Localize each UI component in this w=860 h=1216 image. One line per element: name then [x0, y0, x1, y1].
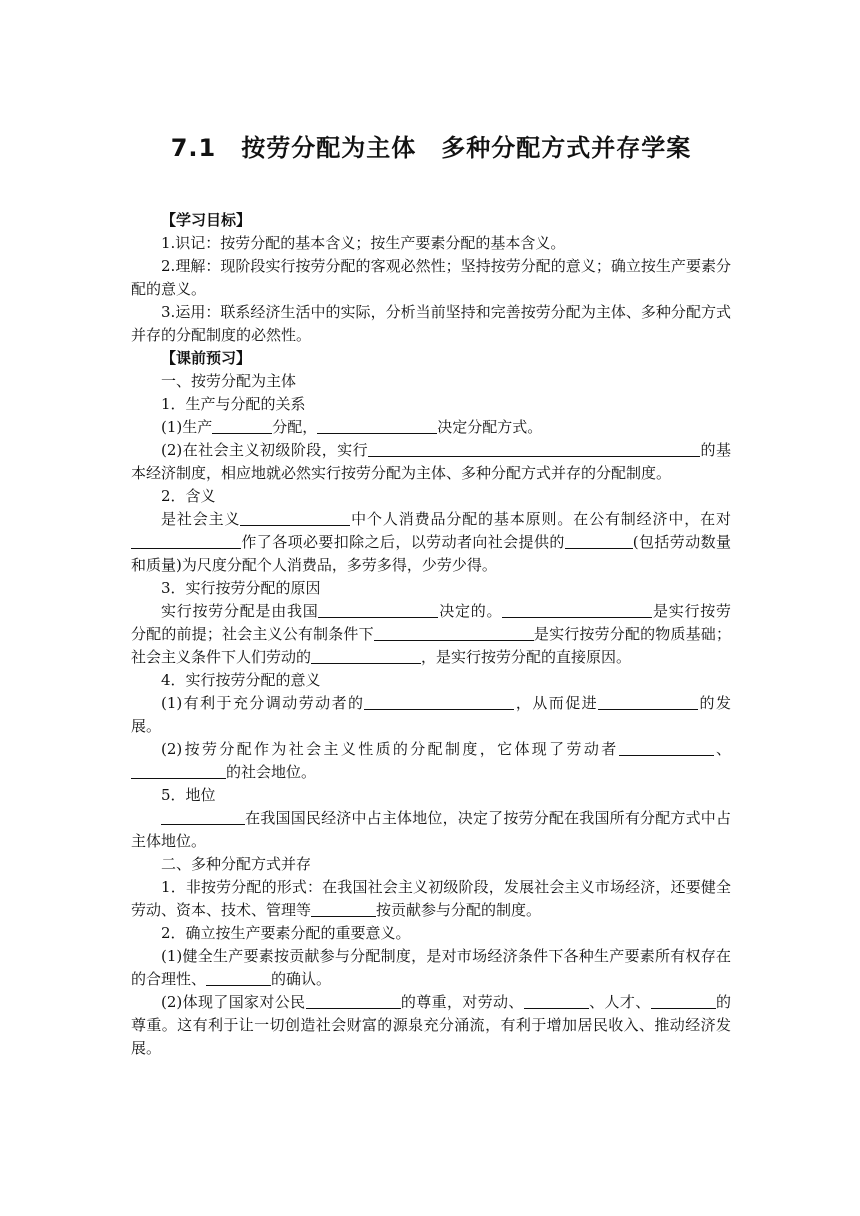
goal-item: 1.识记：按劳分配的基本含义；按生产要素分配的基本含义。	[161, 234, 566, 252]
preview-heading: 【课前预习】	[161, 349, 252, 367]
paragraph: 在我国国民经济中占主体地位，决定了按劳分配在我国所有分配方式中占主体地位。	[131, 809, 731, 850]
paragraph: 实行按劳分配是由我国 决定的。 是实行按劳分配的前提；社会主义公有制条件下 是实行按劳分配的物质基础；社会主义条件下人们劳动的 ，是实行按劳分配的直接原因。	[131, 602, 731, 666]
subsection-title: 4．实行按劳分配的意义	[161, 671, 321, 689]
goal-item: 2.理解：现阶段实行按劳分配的客观必然性；坚持按劳分配的意义；确立按生产要素分配的意义。	[131, 257, 731, 298]
answer-blank[interactable]	[364, 693, 514, 710]
answer-blank[interactable]	[374, 624, 534, 641]
goals-heading: 【学习目标】	[161, 211, 252, 229]
answer-blank[interactable]	[598, 693, 698, 710]
answer-blank[interactable]	[240, 509, 350, 526]
answer-blank[interactable]	[306, 992, 401, 1009]
answer-blank[interactable]	[212, 417, 272, 434]
answer-blank[interactable]	[131, 762, 226, 779]
subsection-title: 1．生产与分配的关系	[161, 395, 306, 413]
answer-blank[interactable]	[524, 992, 589, 1009]
subsection-title: 2．确立按生产要素分配的重要意义。	[161, 924, 411, 942]
answer-blank[interactable]	[161, 808, 245, 825]
document-page	[131, 128, 731, 1060]
answer-blank[interactable]	[206, 969, 271, 986]
paragraph: (1)生产 分配， 决定分配方式。	[161, 418, 543, 436]
answer-blank[interactable]	[368, 440, 700, 457]
answer-blank[interactable]	[318, 601, 438, 618]
part1-heading: 一、按劳分配为主体	[161, 372, 297, 390]
paragraph: 1．非按劳分配的形式：在我国社会主义初级阶段，发展社会主义市场经济，还要健全劳动、资本、技术、管理等 按贡献参与分配的制度。	[131, 878, 731, 919]
subsection-title: 3．实行按劳分配的原因	[161, 579, 321, 597]
paragraph: (2)体现了国家对公民 的尊重，对劳动、 、人才、 的尊重。这有利于让一切创造社会财富的源泉充分涌流，有利于增加居民收入、推动经济发展。	[131, 993, 731, 1057]
answer-blank[interactable]	[619, 739, 714, 756]
subsection-title: 5．地位	[161, 786, 216, 804]
paragraph: (1)健全生产要素按贡献参与分配制度，是对市场经济条件下各种生产要素所有权存在的合理性、 的确认。	[131, 947, 731, 988]
answer-blank[interactable]	[651, 992, 716, 1009]
answer-blank[interactable]	[502, 601, 652, 618]
paragraph: (2)按劳分配作为社会主义性质的分配制度，它体现了劳动者 、的社会地位。	[131, 738, 731, 784]
answer-blank[interactable]	[565, 532, 633, 549]
answer-blank[interactable]	[131, 532, 241, 549]
answer-blank[interactable]	[311, 900, 376, 917]
paragraph: (1)有利于充分调动劳动者的 ，从而促进 的发展。	[131, 694, 731, 735]
goal-item: 3.运用：联系经济生活中的实际，分析当前坚持和完善按劳分配为主体、多种分配方式并存的分配制度的必然性。	[131, 303, 731, 344]
part2-heading: 二、多种分配方式并存	[161, 855, 312, 873]
paragraph: 是社会主义 中个人消费品分配的基本原则。在公有制经济中，在对作了各项必要扣除之后，以劳动者向社会提供的 (包括劳动数量和质量)为尺度分配个人消费品，多劳多得，少劳少得。	[131, 510, 731, 574]
subsection-title: 2．含义	[161, 487, 216, 505]
answer-blank[interactable]	[311, 647, 421, 664]
page-title: 7.1 按劳分配为主体 多种分配方式并存学案	[170, 134, 692, 162]
paragraph: (2)在社会主义初级阶段，实行 的基本经济制度，相应地就必然实行按劳分配为主体、多种分配方式并存的分配制度。	[131, 441, 731, 482]
answer-blank[interactable]	[317, 417, 437, 434]
